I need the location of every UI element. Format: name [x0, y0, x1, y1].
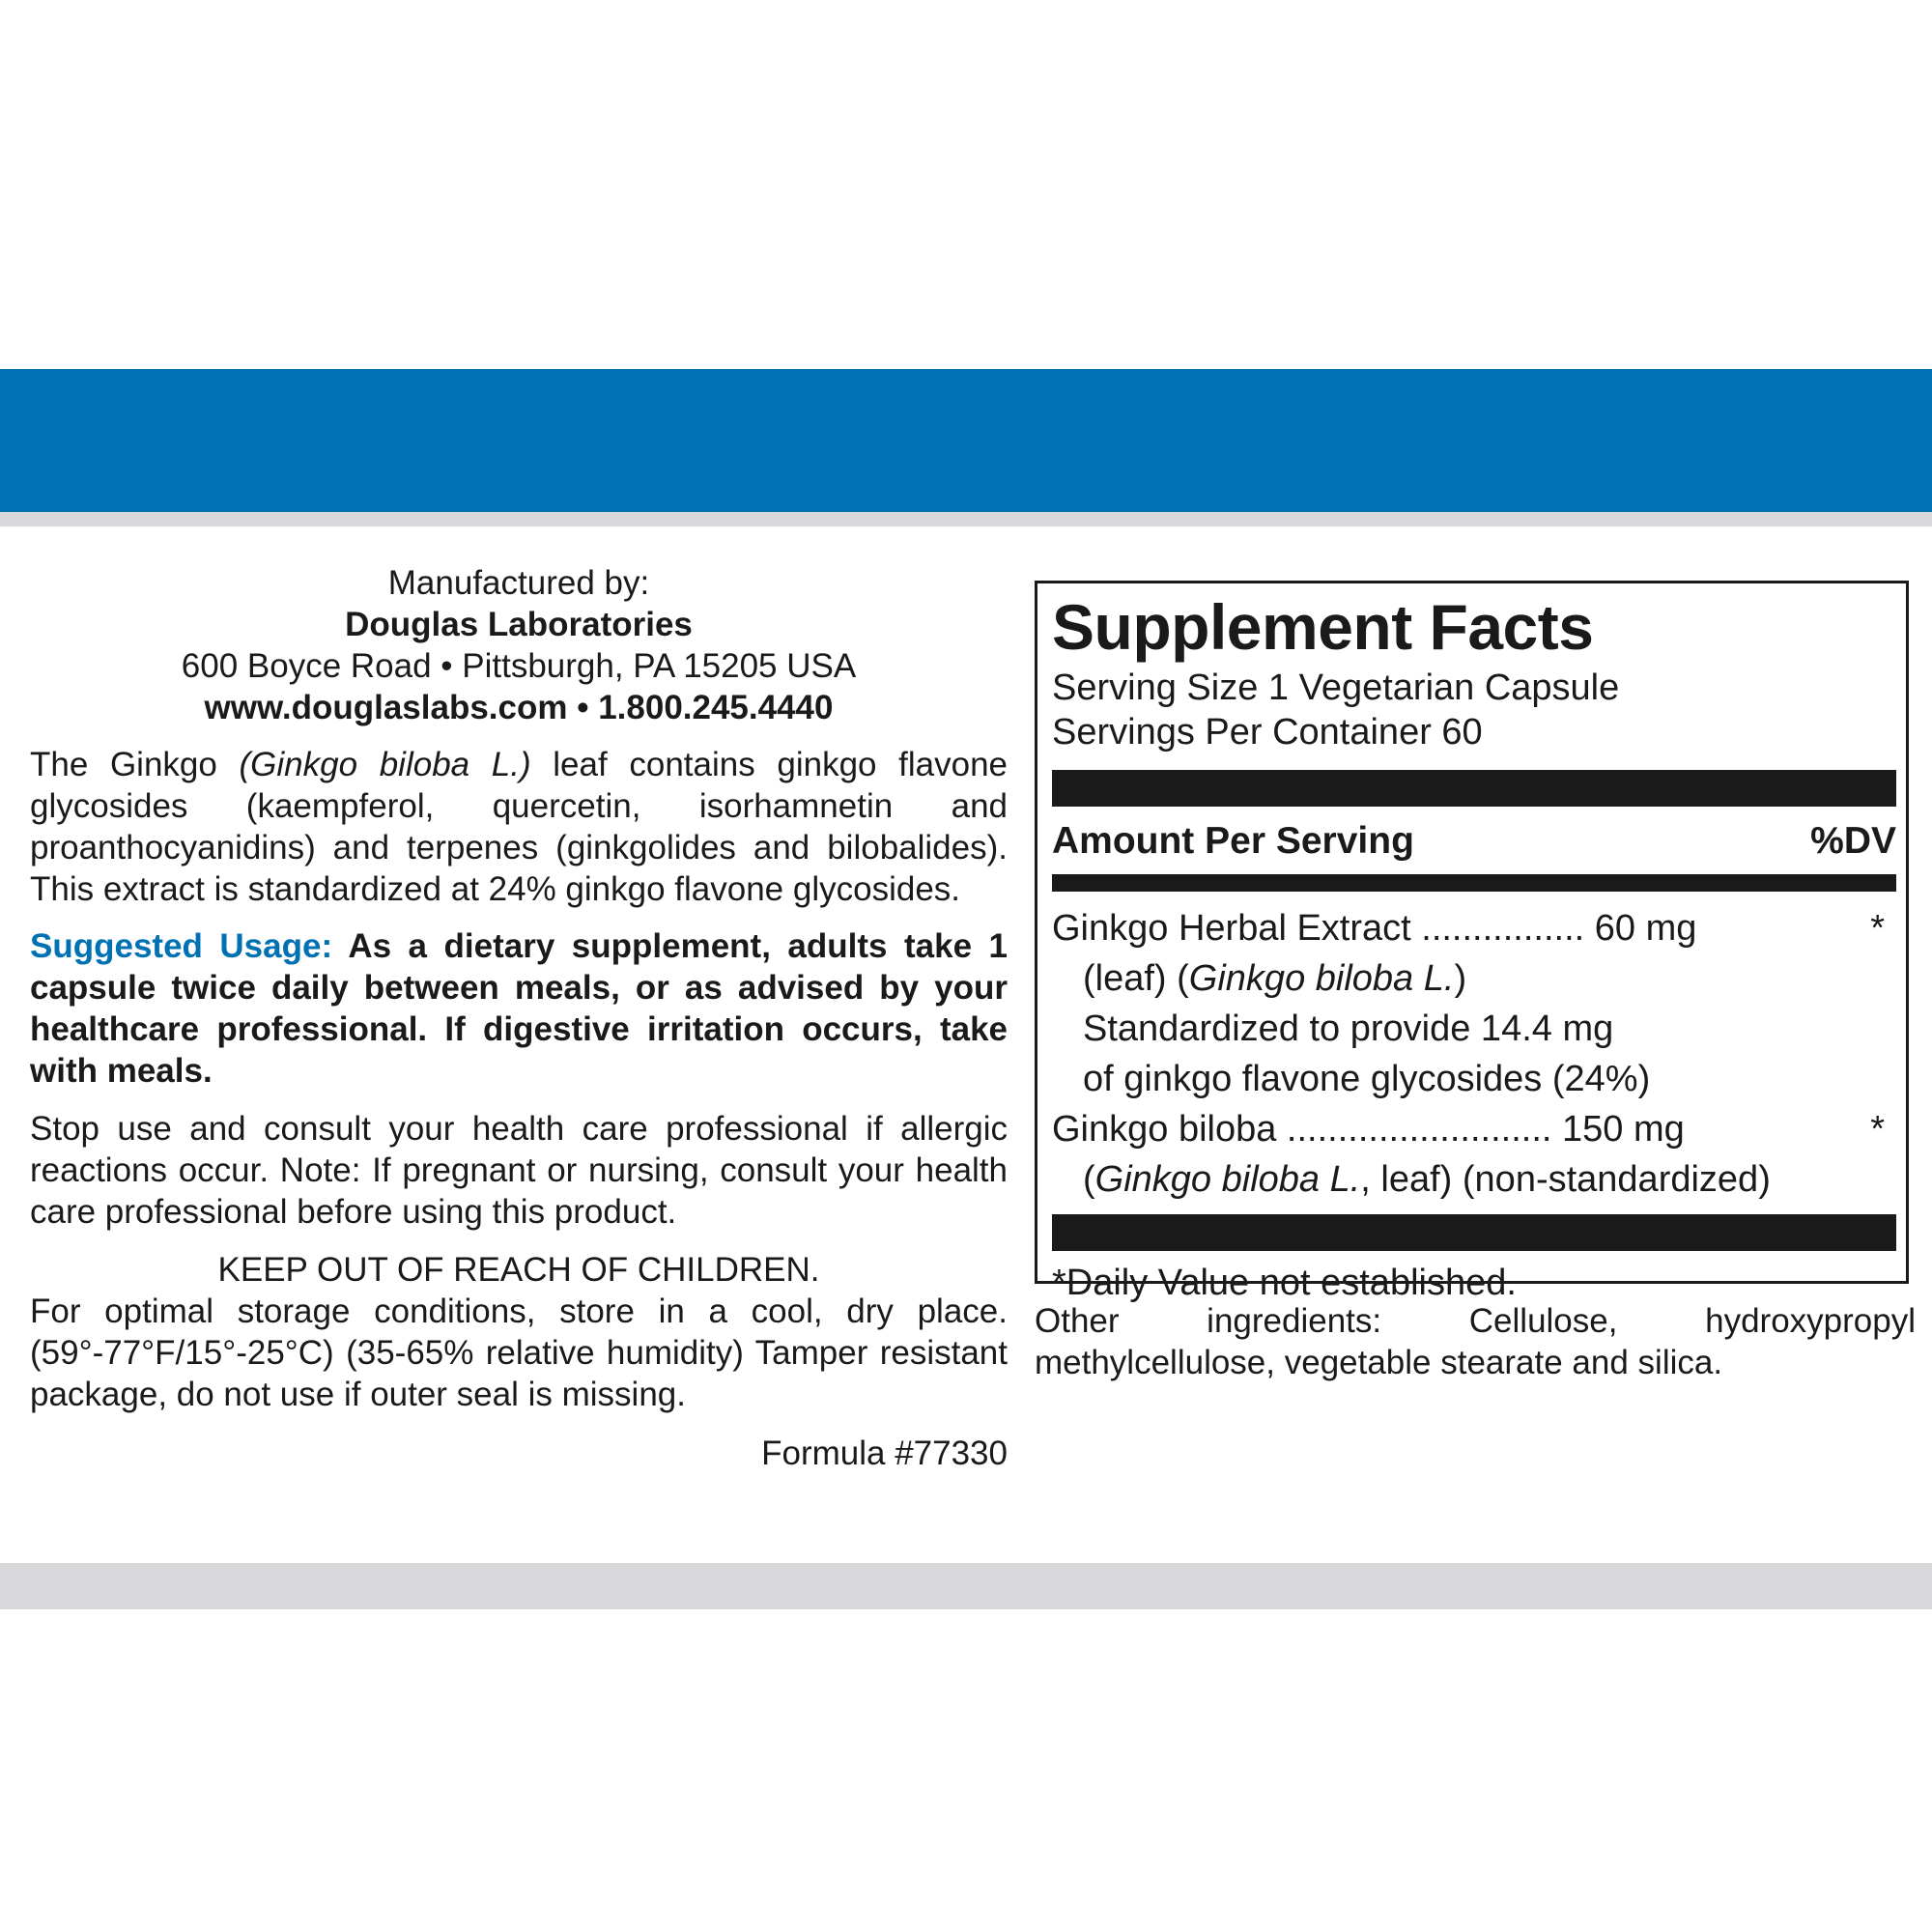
ingredient-dv: *	[1870, 1109, 1885, 1150]
header-gray-stripe	[0, 512, 1932, 526]
facts-divider-medium	[1052, 874, 1896, 892]
keep-out-notice: KEEP OUT OF REACH OF CHILDREN.	[217, 1251, 820, 1289]
description-post: leaf contains ginkgo flavone glycosides (kaempferol, quercetin, isorhamnetin and proanthocyanidins) and terpenes (ginkgolides and bilobalides). This extract is standardized at 24% ginkgo flavone glycosides.	[30, 746, 1009, 908]
daily-value-footnote: *Daily Value not established.	[1052, 1263, 1517, 1303]
usage-label: Suggested Usage:	[30, 927, 333, 965]
ingredient-dv: *	[1870, 908, 1885, 949]
description-pre: The Ginkgo	[30, 746, 240, 783]
suggested-usage	[30, 925, 1008, 1092]
ingredient-source-pre: (leaf) (	[1083, 958, 1189, 999]
ingredient-row	[1052, 1104, 1896, 1154]
ingredient-source-latin: Ginkgo biloba L.	[1094, 1159, 1361, 1200]
warning-text: Stop use and consult your health care professional if allergic reactions occur. Note: If pregnant or nursing, consult your health care professional before using this product.	[30, 1110, 1008, 1231]
servings-per-container: Servings Per Container 60	[1052, 712, 1483, 753]
amount-header-row	[1052, 814, 1896, 868]
ingredient-standardization: Standardized to provide 14.4 mg	[1083, 1009, 1614, 1049]
header-blue-band	[0, 369, 1932, 512]
manufacturer-label: Manufactured by:	[387, 564, 650, 602]
ingredient-standardization-detail: of ginkgo flavone glycosides (24%)	[1083, 1059, 1651, 1099]
amount-header: Amount Per Serving	[1052, 820, 1414, 862]
ingredient-line: Ginkgo biloba .......................... 150 mg	[1052, 1109, 1685, 1150]
footer-gray-band	[0, 1563, 1932, 1609]
serving-size: Serving Size 1 Vegetarian Capsule	[1052, 668, 1620, 708]
manufacturer-contact: www.douglaslabs.com • 1.800.245.4440	[204, 689, 834, 726]
ingredient-source-post: , leaf) (non-standardized)	[1360, 1159, 1771, 1200]
manufacturer-address: 600 Boyce Road • Pittsburgh, PA 15205 USA	[181, 647, 857, 685]
formula-number: Formula #77330	[761, 1435, 1008, 1472]
ingredient-source-latin: Ginkgo biloba L.	[1188, 958, 1455, 999]
ingredient-source-post: )	[1454, 958, 1467, 999]
ingredient-row	[1052, 903, 1896, 953]
description-latin: (Ginkgo biloba L.)	[239, 746, 531, 783]
ingredient-source	[1052, 1154, 1896, 1205]
dv-header: %DV	[1810, 820, 1896, 862]
facts-divider-thick	[1052, 770, 1896, 807]
facts-divider-bottom	[1052, 1214, 1896, 1251]
storage-text: For optimal storage conditions, store in a cool, dry place. (59°-77°F/15°-25°C) (35-65% relative humidity) Tamper resistant package, do not use if outer seal is missing.	[30, 1293, 1008, 1413]
supplement-facts-panel	[1035, 581, 1909, 1303]
product-description	[30, 744, 1008, 910]
facts-title: Supplement Facts	[1052, 591, 1594, 663]
ingredient-line: Ginkgo Herbal Extract ................ 60 mg	[1052, 908, 1697, 949]
usage-text: As a dietary supplement, adults take 1 capsule twice daily between meals, or as advised by your healthcare professional. If digestive irritation occurs, take with meals.	[30, 927, 1008, 1090]
other-ingredients: Other ingredients: Cellulose, hydroxypropyl methylcellulose, vegetable stearate and silica.	[1035, 1302, 1916, 1381]
label-left-column	[30, 562, 1008, 1474]
ingredient-source	[1052, 953, 1896, 1004]
ingredient-source-pre: (	[1083, 1159, 1095, 1200]
manufacturer-name: Douglas Laboratories	[345, 606, 693, 643]
